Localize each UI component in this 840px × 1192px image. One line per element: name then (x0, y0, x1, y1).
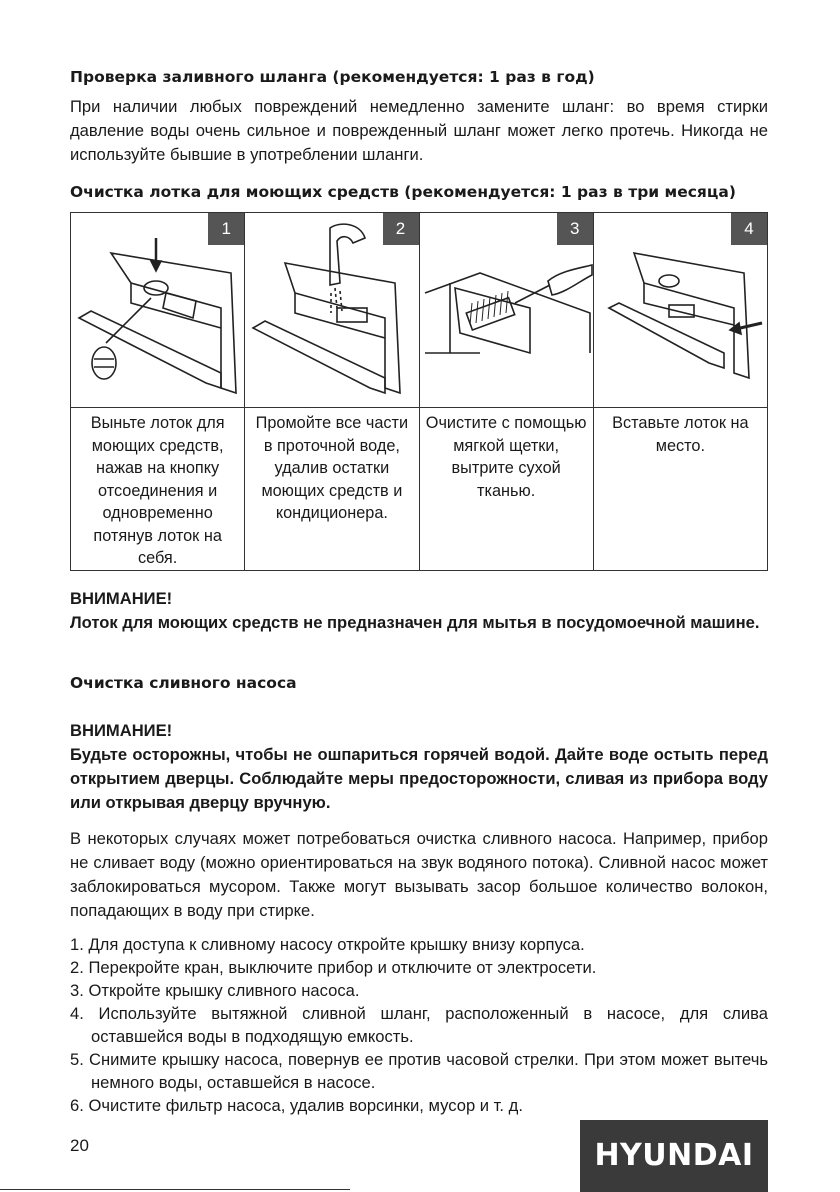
step-1-caption: Выньте лоток для моющих средств, нажав на кнопку отсоединения и одновременно потянув лоток на себя. (90, 414, 225, 567)
inlet-hose-heading: Проверка заливного шланга (рекомендуется: 1 раз в год) (70, 68, 595, 86)
step-4-illustration (593, 213, 767, 408)
drain-pump-intro: В некоторых случаях может потребоваться очистка сливного насоса. Например, прибор не сливает воду (можно ориентироваться на звук водяного потока). Сливной насос может заблокироваться мусором. Также могут вызывать засор большое количество волокон, попадающих в воду при стирке. (70, 829, 768, 920)
drain-pump-steps-list (70, 933, 768, 1117)
detergent-drawer-heading: Очистка лотка для моющих средств (рекомендуется: 1 раз в три месяца) (70, 183, 736, 201)
warning-2-title: ВНИМАНИЕ! (70, 721, 173, 740)
step-1-illustration (71, 213, 245, 408)
list-item: 6. Очистите фильтр насоса, удалив ворсинки, мусор и т. д. (70, 1096, 523, 1115)
step-2-caption: Промойте все части в проточной воде, удалив остатки моющих средств и кондиционера. (255, 414, 409, 522)
step-2-number: 2 (383, 213, 419, 245)
step-1-number: 1 (208, 213, 244, 245)
list-item: 2. Перекройте кран, выключите прибор и отключите от электросети. (70, 958, 597, 977)
warning-1-block (70, 587, 768, 635)
step-4-number: 4 (731, 213, 767, 245)
step-2-illustration (245, 213, 419, 408)
list-item: 4. Используйте вытяжной сливной шланг, расположенный в насосе, для слива оставшейся воды в подходящую емкость. (70, 1004, 768, 1046)
step-4-caption: Вставьте лоток на место. (612, 414, 749, 455)
brand-logo: HYUNDAI (580, 1120, 768, 1192)
step-3-caption-cell (419, 408, 593, 571)
drawer-cleaning-steps-table (70, 212, 768, 571)
list-item: 1. Для доступа к сливному насосу откройте крышку внизу корпуса. (70, 935, 585, 954)
step-2-caption-cell (245, 408, 419, 571)
warning-2-block (70, 719, 768, 815)
warning-2-text: Будьте осторожны, чтобы не ошпариться горячей водой. Дайте воде остыть перед открытием дверцы. Соблюдайте меры предосторожности, сливая из прибора воду или открывая дверцу вручную. (70, 745, 768, 812)
warning-1-text: Лоток для моющих средств не предназначен для мытья в посудомоечной машине. (70, 613, 760, 632)
bottom-divider (0, 1189, 350, 1190)
step-1-caption-cell (71, 408, 245, 571)
inlet-hose-text: При наличии любых повреждений немедленно замените шланг: во время стирки давление воды очень сильное и поврежденный шланг может легко протечь. Никогда не используйте бывшие в употреблении шланги. (70, 97, 768, 164)
page-number: 20 (70, 1136, 89, 1155)
list-item: 3. Откройте крышку сливного насоса. (70, 981, 360, 1000)
step-4-caption-cell (593, 408, 767, 571)
step-3-number: 3 (557, 213, 593, 245)
warning-1-title: ВНИМАНИЕ! (70, 589, 173, 608)
step-3-illustration (419, 213, 593, 408)
list-item: 5. Снимите крышку насоса, повернув ее против часовой стрелки. При этом может вытечь немного воды, оставшейся в насосе. (70, 1050, 768, 1092)
step-3-caption: Очистите с помощью мягкой щетки, вытрите сухой тканью. (425, 414, 587, 500)
drain-pump-heading: Очистка сливного насоса (70, 674, 297, 692)
